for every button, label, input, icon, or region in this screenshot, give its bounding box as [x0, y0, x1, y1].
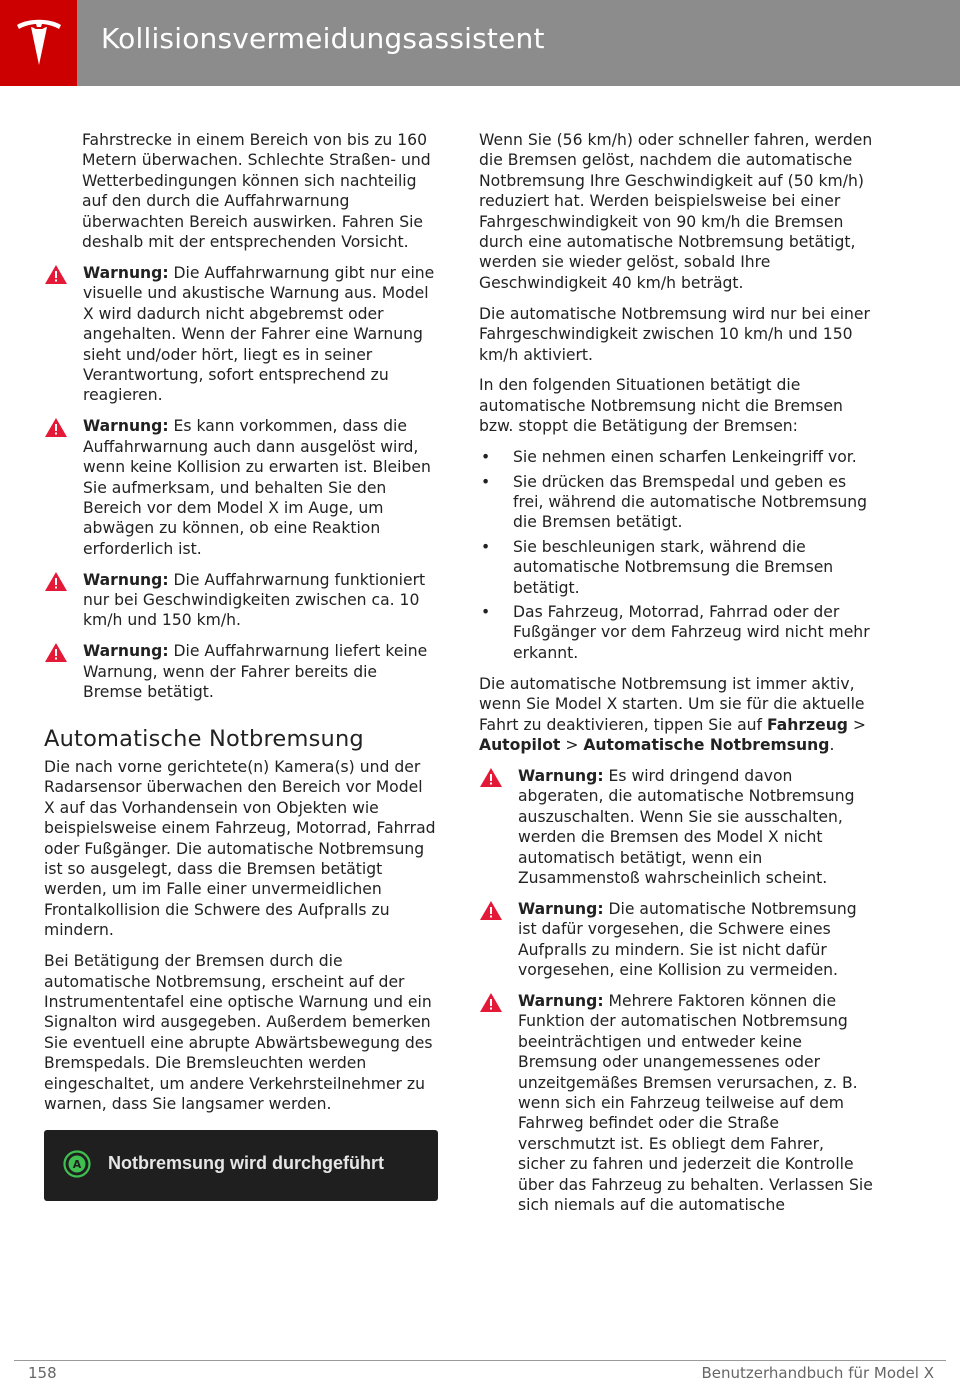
page-title: Kollisionsvermeidungsassistent [101, 22, 545, 55]
warning-block [44, 570, 438, 631]
list-item [479, 537, 875, 598]
warning-text: Die Auffahrwarnung liefert keine Warnung, wenn der Fahrer bereits die Bremse betätigt. [83, 642, 428, 702]
aeb-paragraph-2: Bei Betätigung der Bremsen durch die automatische Notbremsung, erscheint auf der Instrumententafel eine optische Warnung und ein Signalton wird ausgegeben. Außerdem bemerken Sie eventuell eine abrupte Abwärtsbewegung des Bremspedals. Die Bremsleuchten werden eingeschaltet, um andere Verkehrsteilnehmer zu warnen, dass Sie langsamer werden. [44, 952, 433, 1113]
tesla-logo-icon [14, 15, 64, 71]
situations-paragraph: In den folgenden Situationen betätigt die automatische Notbremsung nicht die Bremsen bzw. stoppt die Betätigung der Bremsen: [479, 376, 843, 436]
bullet: • [481, 472, 491, 491]
speed-range-paragraph: Die automatische Notbremsung wird nur bei einer Fahrgeschwindigkeit zwischen 10 km/h und 150 km/h aktiviert. [479, 304, 870, 364]
menu-path-vehicle: Fahrzeug [766, 715, 848, 734]
situations-list [479, 447, 875, 663]
autopilot-icon-letter: A [72, 1158, 82, 1172]
warning-label: Warnung: [518, 766, 604, 785]
warning-block [44, 641, 438, 702]
banner-text: Notbremsung wird durchgeführt [108, 1153, 384, 1174]
page-header [0, 0, 960, 86]
intro-paragraph: Fahrstrecke in einem Bereich von bis zu 160 Metern überwachen. Schlechte Straßen- und Wetterbedingungen können sich nachteilig auf den durch die Auffahrwarnung überwachten Bereich auswirken. Fahren Sie deshalb mit der entsprechenden Vorsicht. [82, 131, 431, 252]
warning-label: Warnung: [83, 570, 169, 589]
right-column [479, 130, 875, 1226]
disable-text: Die automatische Notbremsung ist immer aktiv, wenn Sie Model X starten. Um sie für die aktuelle Fahrt zu deaktivieren, tippen Sie auf [479, 674, 865, 734]
footer-divider [14, 1360, 946, 1361]
footer-title: Benutzerhandbuch für Model X [701, 1364, 934, 1382]
list-item-text: Sie drücken das Bremspedal und geben es frei, während die automatische Notbremsung die Bremsen betätigt. [513, 472, 868, 532]
warning-triangle-icon [479, 900, 503, 921]
warning-text: Die Auffahrwarnung gibt nur eine visuelle und akustische Warnung aus. Model X wird dadurch nicht abgebremst oder angehalten. Wenn der Fahrer eine Warnung sieht und/oder hört, liegt es in seiner Verantwortung, sofort entsprechend zu reagieren. [83, 263, 435, 405]
warning-label: Warnung: [518, 899, 604, 918]
warning-block [44, 263, 438, 406]
release-paragraph: Wenn Sie (56 km/h) oder schneller fahren, werden die Bremsen gelöst, nachdem die automatische Notbremsung Ihre Geschwindigkeit auf (50 km/h) reduziert hat. Werden beispielsweise bei einer Fahrgeschwindigkeit von 90 km/h die Bremsen durch eine automatische Notbremsung betätigt, werden sie wieder gelöst, sobald Ihre Geschwindigkeit 40 km/h beträgt. [479, 131, 873, 292]
bullet: • [481, 537, 491, 556]
menu-path-separator: > [560, 735, 584, 754]
left-column [44, 130, 438, 1201]
warning-label: Warnung: [518, 991, 604, 1010]
menu-path-separator: > [847, 715, 866, 734]
autopilot-a-icon [63, 1150, 91, 1178]
list-item [479, 602, 875, 663]
warning-text: Es kann vorkommen, dass die Auffahrwarnung auch dann ausgelöst wird, wenn keine Kollision zu erwarten ist. Bleiben Sie aufmerksam, und behalten Sie den Bereich vor dem Model X im Auge, um abwägen zu können, ob eine Reaktion erforderlich ist. [83, 417, 431, 558]
warning-text: Mehrere Faktoren können die Funktion der automatischen Notbremsung beeinträchtigen und entweder keine Bremsung oder unangemessenes oder unzeitgemäßes Bremsen verursachen, z. B. wenn sich ein Fahrzeug teilweise auf dem Fahrweg befindet oder die Straße verschmutzt ist. Es obliegt dem Fahrer, sicher zu fahren und jederzeit die Kontrolle über das Fahrzeug zu behalten. Verlassen Sie sich niemals auf die automatische [518, 991, 873, 1214]
warning-triangle-icon [44, 571, 68, 592]
list-item-text: Das Fahrzeug, Motorrad, Fahrrad oder der Fußgänger vor dem Fahrzeug wird nicht mehr erkannt. [513, 603, 870, 662]
list-item-text: Sie nehmen einen scharfen Lenkeingriff vor. [513, 448, 857, 467]
warning-triangle-icon [44, 642, 68, 663]
page-number: 158 [28, 1364, 57, 1382]
warning-block [44, 416, 438, 559]
list-item [479, 472, 875, 533]
aeb-paragraph-1: Die nach vorne gerichtete(n) Kamera(s) und der Radarsensor überwachen den Bereich vor Model X auf das Vorhandensein von Objekten wie beispielsweise einem Fahrzeug, Motorrad, Fahrrad oder Fußgänger. Die automatische Notbremsung ist so ausgelegt, dass die Bremsen betätigt werden, um im Falle einer unvermeidlichen Frontalkollision die Schwere des Aufpralls zu mindern. [44, 757, 436, 940]
warning-text: Die Auffahrwarnung funktioniert nur bei Geschwindigkeiten zwischen ca. 10 km/h und 150 km/h. [83, 570, 426, 630]
warning-label: Warnung: [83, 417, 169, 436]
warning-block [479, 991, 875, 1215]
warning-text: Die automatische Notbremsung ist dafür vorgesehen, die Schwere eines Aufpralls zu mindern. Sie ist nicht dafür vorgesehen, eine Kollision zu vermeiden. [518, 899, 857, 980]
warning-triangle-icon [44, 417, 68, 438]
warning-triangle-icon [44, 264, 68, 285]
warning-block [479, 766, 875, 888]
warning-triangle-icon [479, 992, 503, 1013]
warning-label: Warnung: [83, 263, 169, 282]
bullet: • [481, 603, 491, 622]
bullet: • [481, 448, 491, 467]
warning-text: Es wird dringend davon abgeraten, die automatische Notbremsung auszuschalten. Wenn Sie sie ausschalten, werden die Bremsen des Model X nicht automatisch betätigt, wenn ein Zusammenstoß wahrscheinlich scheint. [518, 766, 855, 887]
disable-paragraph [479, 674, 875, 756]
logo-box [0, 0, 77, 86]
menu-path-autopilot: Autopilot [479, 735, 561, 754]
warning-label: Warnung: [83, 642, 169, 661]
warning-block [479, 899, 875, 981]
menu-path-aeb: Automatische Notbremsung [583, 735, 830, 754]
list-item-text: Sie beschleunigen stark, während die automatische Notbremsung die Bremsen betätigt. [513, 537, 834, 597]
section-heading: Automatische Notbremsung [44, 725, 364, 752]
menu-path-end: . [829, 735, 835, 754]
list-item [479, 447, 875, 467]
warning-triangle-icon [479, 767, 503, 788]
emergency-braking-banner [44, 1130, 438, 1201]
